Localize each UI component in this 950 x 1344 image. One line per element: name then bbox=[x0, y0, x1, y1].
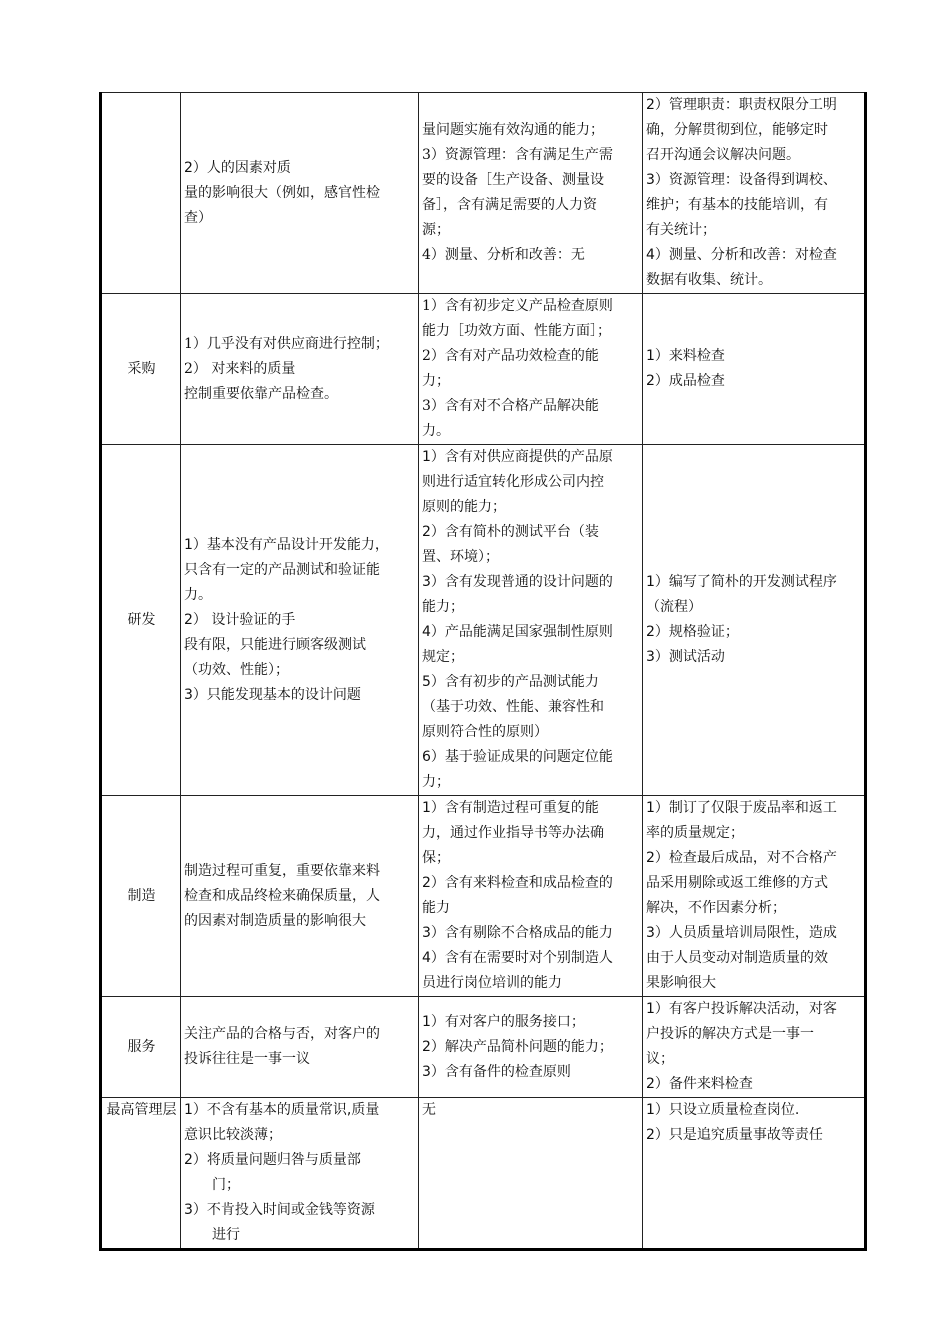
text-line: 3）资源管理：设备得到调校、 bbox=[646, 172, 837, 188]
text-line: 的因素对制造质量的影响很大 bbox=[184, 912, 366, 929]
text-line: 制造过程可重复，重要依靠来料 bbox=[184, 862, 380, 879]
text-line: 检查和成品终检来确保质量，人 bbox=[184, 887, 380, 904]
dept-cell: 制造 bbox=[101, 796, 181, 997]
text-line: 数据有收集、统计。 bbox=[646, 272, 772, 288]
text-line: 3）测试活动 bbox=[646, 649, 725, 665]
text-line: 1）几乎没有对供应商进行控制； bbox=[184, 335, 389, 352]
capability-cell bbox=[419, 997, 643, 1098]
text-line: 4）测量、分析和改善：对检查 bbox=[646, 247, 837, 263]
text-line: 3）含有备件的检查原则 bbox=[422, 1063, 571, 1080]
text-line: 力。 bbox=[184, 586, 212, 603]
text-line: 力，通过作业指导书等办法确 bbox=[422, 825, 604, 841]
text-line: 率的质量规定； bbox=[646, 825, 744, 841]
practice-cell bbox=[643, 796, 866, 997]
text-line: 召开沟通会议解决问题。 bbox=[646, 147, 800, 163]
dept-cell: 采购 bbox=[101, 294, 181, 445]
text-line: 置、环境）； bbox=[422, 549, 499, 565]
text-line: 能力 bbox=[422, 900, 450, 916]
practice-cell bbox=[643, 294, 866, 445]
table-row bbox=[101, 294, 866, 445]
text-line: 1）制订了仅限于废品率和返工 bbox=[646, 800, 837, 816]
text-line: 1）有客户投诉解决活动，对客 bbox=[646, 1001, 837, 1017]
text-line: （基于功效、性能、兼容性和 bbox=[422, 699, 604, 715]
text-line: 2）将质量问题归咎与质量部 bbox=[184, 1152, 361, 1168]
capability-cell bbox=[419, 796, 643, 997]
text-line: 2）含有来料检查和成品检查的 bbox=[422, 875, 613, 891]
text-line: 1）编写了简朴的开发测试程序 bbox=[646, 574, 837, 590]
text-line: 量的影响很大（例如，感官性检 bbox=[184, 184, 380, 201]
text-line: 查） bbox=[184, 209, 212, 226]
text-line: 品采用剔除或返工维修的方式 bbox=[646, 875, 828, 891]
characteristics-cell bbox=[181, 1098, 419, 1250]
text-line: 备］，含有满足需要的人力资 bbox=[422, 197, 597, 213]
text-line: 规定； bbox=[422, 649, 464, 665]
text-line: 确，分解贯彻到位，能够定时 bbox=[646, 122, 828, 138]
text-line: 2）人的因素对质 bbox=[184, 159, 291, 176]
practice-cell bbox=[643, 445, 866, 796]
text-line: 门； bbox=[212, 1177, 240, 1193]
table-row bbox=[101, 997, 866, 1098]
characteristics-cell bbox=[181, 997, 419, 1098]
text-line: 维护；有基本的技能培训，有 bbox=[646, 197, 828, 213]
text-line: 员进行岗位培训的能力 bbox=[422, 975, 562, 991]
text-line: 由于人员变动对制造质量的效 bbox=[646, 950, 828, 966]
text-line: （流程） bbox=[646, 599, 702, 615]
text-line: 4）产品能满足国家强制性原则 bbox=[422, 624, 613, 640]
text-line: 3）含有剔除不合格成品的能力 bbox=[422, 925, 613, 941]
text-line: 1）来料检查 bbox=[646, 348, 725, 364]
practice-cell bbox=[643, 1098, 866, 1250]
text-line: 原则符合性的原则） bbox=[422, 724, 548, 740]
text-line: 4）含有在需要时对个别制造人 bbox=[422, 950, 613, 966]
text-line: 有关统计； bbox=[646, 222, 716, 238]
text-line: 2）含有简朴的测试平台（装 bbox=[422, 524, 599, 540]
text-line: 进行 bbox=[212, 1227, 240, 1243]
text-line: 关注产品的合格与否，对客户的 bbox=[184, 1026, 380, 1042]
text-line: 原则的能力； bbox=[422, 499, 506, 515]
capability-cell bbox=[419, 1098, 643, 1250]
text-line: 能力［功效方面、性能方面］； bbox=[422, 323, 611, 339]
text-line: 2）管理职责：职责权限分工明 bbox=[646, 97, 837, 113]
text-line: 段有限，只能进行顾客级测试 bbox=[184, 636, 366, 653]
text-line: 力； bbox=[422, 774, 450, 790]
table-row bbox=[101, 796, 866, 997]
characteristics-cell bbox=[181, 445, 419, 796]
text-line: 4）测量、分析和改善：无 bbox=[422, 247, 585, 263]
text-line: 1）只设立质量检查岗位. bbox=[646, 1102, 800, 1118]
text-line: 源； bbox=[422, 222, 450, 238]
text-line: 2）含有对产品功效检查的能 bbox=[422, 348, 599, 364]
text-line: 1）含有制造过程可重复的能 bbox=[422, 800, 599, 816]
text-line: 则进行适宜转化形成公司内控 bbox=[422, 474, 604, 490]
capability-cell bbox=[419, 294, 643, 445]
text-line: 控制重要依靠产品检查。 bbox=[184, 385, 338, 402]
text-line: 果影响很大 bbox=[646, 975, 716, 991]
text-line: 力； bbox=[422, 373, 450, 389]
text-line: 议； bbox=[646, 1051, 674, 1067]
text-line: 2）规格验证； bbox=[646, 624, 739, 640]
characteristics-cell bbox=[181, 294, 419, 445]
text-line: 户投诉的解决方式是一事一 bbox=[646, 1026, 814, 1042]
text-line: 3）含有发现普通的设计问题的 bbox=[422, 574, 613, 590]
dept-cell: 服务 bbox=[101, 997, 181, 1098]
text-line: 能力； bbox=[422, 599, 464, 615]
dept-cell: 研发 bbox=[101, 445, 181, 796]
text-line: 3）不肯投入时间或金钱等资源 bbox=[184, 1202, 375, 1218]
table-row bbox=[101, 1098, 866, 1250]
text-line: 5）含有初步的产品测试能力 bbox=[422, 674, 599, 690]
practice-cell bbox=[643, 997, 866, 1098]
text-line: 1）有对客户的服务接口； bbox=[422, 1013, 585, 1030]
characteristics-cell bbox=[181, 93, 419, 294]
text-line: 2）成品检查 bbox=[646, 373, 725, 389]
text-line: 意识比较淡薄； bbox=[184, 1127, 282, 1143]
text-line: 投诉往往是一事一议 bbox=[184, 1051, 310, 1067]
text-line: 2） 设计验证的手 bbox=[184, 611, 296, 628]
text-line: 3）资源管理：含有满足生产需 bbox=[422, 147, 613, 163]
text-line: 1）基本没有产品设计开发能力， bbox=[184, 536, 389, 553]
text-line: 1）含有对供应商提供的产品原 bbox=[422, 449, 613, 465]
text-line: 2）解决产品简朴问题的能力； bbox=[422, 1038, 613, 1055]
text-line: 2）备件来料检查 bbox=[646, 1076, 753, 1092]
text-line: 只含有一定的产品测试和验证能 bbox=[184, 561, 380, 578]
text-line: 1）不含有基本的质量常识,质量 bbox=[184, 1102, 380, 1118]
text-line: 2）只是追究质量事故等责任 bbox=[646, 1127, 823, 1143]
text-line: 无 bbox=[422, 1102, 436, 1118]
text-line: 解决，不作因素分析； bbox=[646, 900, 786, 916]
table-row bbox=[101, 93, 866, 294]
capability-cell bbox=[419, 445, 643, 796]
text-line: 6）基于验证成果的问题定位能 bbox=[422, 749, 613, 765]
capability-cell bbox=[419, 93, 643, 294]
text-line: 量问题实施有效沟通的能力； bbox=[422, 122, 604, 138]
text-line: 3）含有对不合格产品解决能 bbox=[422, 398, 599, 414]
text-line: 保； bbox=[422, 850, 450, 866]
text-line: 3）人员质量培训局限性，造成 bbox=[646, 925, 837, 941]
dept-cell: 最高管理层 bbox=[101, 1098, 181, 1250]
text-line: 2）检查最后成品，对不合格产 bbox=[646, 850, 837, 866]
text-line: （功效、性能）； bbox=[184, 661, 289, 678]
table-row bbox=[101, 445, 866, 796]
quality-maturity-table bbox=[99, 92, 867, 1251]
text-line: 2） 对来料的质量 bbox=[184, 360, 296, 377]
characteristics-cell bbox=[181, 796, 419, 997]
text-line: 要的设备［生产设备、测量设 bbox=[422, 172, 604, 188]
dept-cell bbox=[101, 93, 181, 294]
text-line: 力。 bbox=[422, 423, 450, 439]
text-line: 3）只能发现基本的设计问题 bbox=[184, 686, 361, 703]
practice-cell bbox=[643, 93, 866, 294]
text-line: 1）含有初步定义产品检查原则 bbox=[422, 298, 613, 314]
